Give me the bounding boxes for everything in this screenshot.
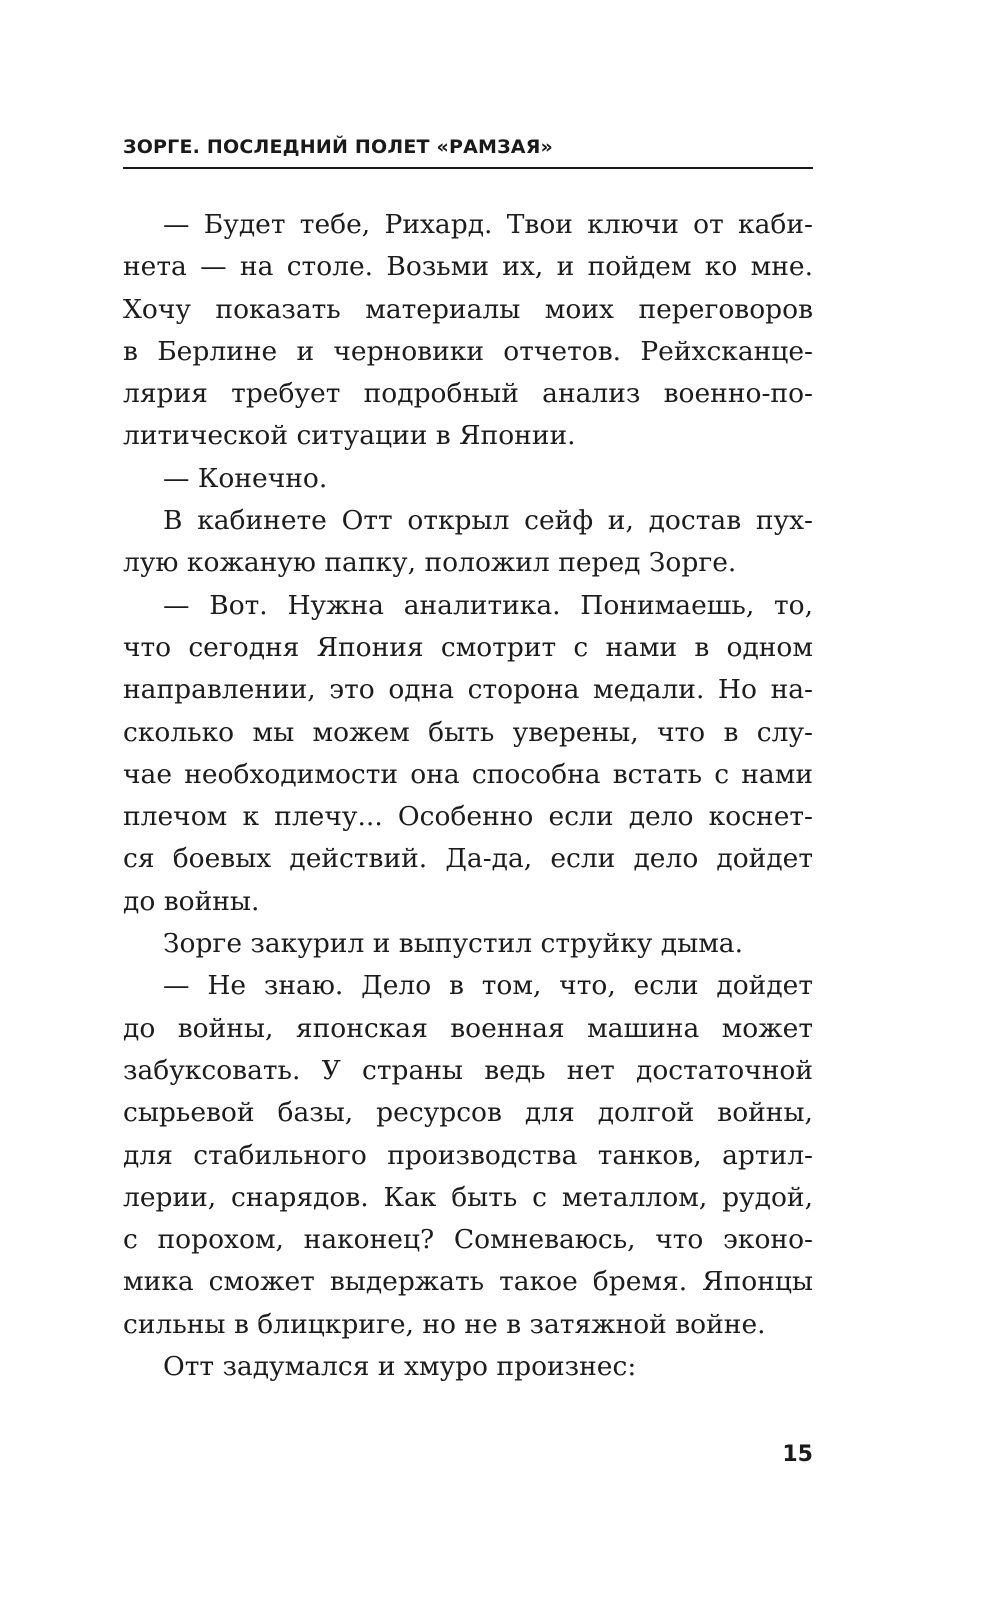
- text-line: сколько мы можем быть уверены, что в слу-: [123, 716, 813, 748]
- running-header-title: ЗОРГЕ. ПОСЛЕДНИЙ ПОЛЕТ «РАМЗАЯ»: [123, 136, 553, 158]
- text-line: лярия требует подробный анализ военно-по-: [123, 378, 813, 410]
- text-line: — Конечно.: [163, 462, 328, 494]
- body-text: [123, 204, 813, 1388]
- text-line: с порохом, наконец? Сомневаюсь, что эконо-: [123, 1224, 813, 1256]
- text-line: литической ситуации в Японии.: [123, 420, 576, 452]
- text-line: направлении, это одна сторона медали. Но на-: [123, 674, 813, 706]
- text-line: лую кожаную папку, положил перед Зорге.: [123, 547, 737, 579]
- text-line: до войны, японская военная машина может: [123, 1012, 813, 1044]
- text-line: что сегодня Япония смотрит с нами в одном: [123, 631, 813, 663]
- text-line: в Берлине и черновики отчетов. Рейхсканце-: [123, 335, 813, 367]
- text-line: Отт задумался и хмуро произнес:: [163, 1351, 637, 1383]
- text-line: сырьевой базы, ресурсов для долгой войны,: [123, 1097, 813, 1129]
- text-line: чае необходимости она способна встать с нами: [123, 758, 813, 790]
- text-line: нета — на столе. Возьми их, и пойдем ко мне.: [123, 251, 813, 283]
- header-divider: [123, 167, 813, 169]
- text-line: для стабильного производства танков, артил-: [123, 1139, 813, 1171]
- text-line: Хочу показать материалы моих переговоров: [123, 293, 813, 325]
- page-number: 15: [782, 1442, 813, 1467]
- text-line: плечом к плечу... Особенно если дело коснет-: [123, 801, 813, 833]
- text-line: мика сможет выдержать такое бремя. Японцы: [123, 1266, 813, 1298]
- text-line: — Не знаю. Дело в том, что, если дойдет: [163, 970, 813, 1002]
- text-line: забуксовать. У страны ведь нет достаточной: [123, 1054, 813, 1086]
- text-line: Зорге закурил и выпустил струйку дыма.: [163, 928, 744, 960]
- text-line: В кабинете Отт открыл сейф и, достав пух-: [163, 505, 813, 537]
- text-line: до войны.: [123, 885, 260, 917]
- text-line: — Будет тебе, Рихард. Твои ключи от каби-: [163, 209, 813, 240]
- text-line: ся боевых действий. Да-да, если дело дойдет: [123, 843, 813, 875]
- text-line: лерии, снарядов. Как быть с металлом, рудой,: [123, 1181, 813, 1213]
- text-line: сильны в блицкриге, но не в затяжной войне.: [123, 1308, 766, 1340]
- text-line: — Вот. Нужна аналитика. Понимаешь, то,: [163, 589, 813, 621]
